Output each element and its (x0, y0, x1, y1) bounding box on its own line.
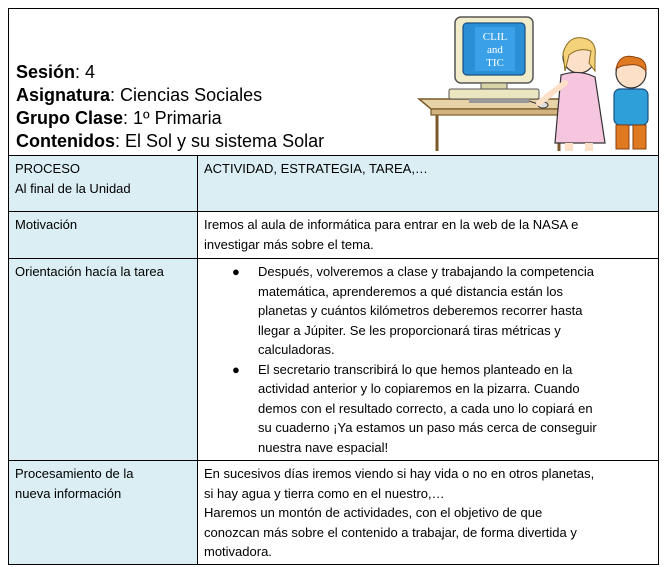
bullet-list (204, 262, 652, 457)
row-label: Motivación (15, 217, 78, 232)
row-content-motivation (198, 212, 659, 259)
group-label: Grupo Clase (16, 108, 124, 128)
row-label: nueva información (15, 485, 122, 501)
contents-row: Contenidos: El Sol y su sistema Solar (16, 131, 325, 151)
table-row (9, 461, 659, 565)
header-box (8, 8, 659, 155)
table-header-row (9, 156, 659, 212)
boy-leg-right (633, 125, 646, 149)
girl-leg-left (565, 143, 573, 151)
header-process-cell (9, 156, 198, 212)
table-row (9, 259, 659, 461)
keyboard (469, 99, 529, 103)
session-value: 4 (85, 62, 96, 82)
subject-value: Ciencias Sociales (120, 85, 263, 105)
activity-table (8, 155, 659, 565)
children-computer-illustration (409, 13, 659, 153)
list-item (232, 262, 652, 360)
group-value: 1º Primaria (133, 108, 222, 128)
text-line: planetas y cuántos kilómetros deberemos recorrer hasta (258, 303, 583, 318)
subject-label: Asignatura (16, 85, 111, 105)
bullet-icon: ● (232, 264, 240, 279)
header-activity-cell (198, 156, 659, 212)
boy-leg-left (616, 125, 629, 149)
text-line: calculadoras. (258, 342, 335, 357)
text-line: conozcan más sobre el contenido a trabajar, de forma divertida y (204, 524, 577, 540)
list-item (232, 360, 652, 458)
text-line: nuestra nave espacial! (258, 439, 389, 455)
row-label-orientation (9, 259, 198, 461)
boy-shirt (614, 89, 648, 125)
girl-leg-right (585, 143, 593, 151)
row-content-orientation (198, 259, 659, 461)
row-label-motivation (9, 212, 198, 259)
monitor-text-1: CLIL (482, 31, 508, 43)
table-row (9, 212, 659, 259)
text-line: demos con el resultado correcto, a cada uno lo copiará en (258, 400, 593, 416)
text-line: matemática, aprenderemos a qué distancia están los (258, 283, 563, 299)
text-line: si hay agua y tierra como en el nuestro,… (204, 485, 445, 501)
monitor-text-3: TIC (486, 57, 504, 69)
contents-label: Contenidos (16, 131, 115, 151)
text-line: actividad anterior y lo copiaremos en la pizarra. Cuando (258, 381, 580, 396)
header-process-sublabel: Al final de la Unidad (15, 180, 131, 196)
desk-edge (431, 109, 571, 115)
header-process-label: PROCESO (15, 161, 81, 176)
row-label-processing (9, 461, 198, 565)
group-row: Grupo Clase: 1º Primaria (16, 108, 222, 128)
row-content-processing (198, 461, 659, 565)
row-label: Procesamiento de la (15, 466, 134, 481)
session-label: Sesión (16, 62, 76, 82)
text-line: En sucesivos días iremos viendo si hay vida o no en otros planetas, (204, 466, 595, 481)
monitor-stand (481, 83, 507, 89)
lesson-plan-document (8, 8, 659, 562)
monitor-text-2: and (487, 44, 503, 56)
bullet-icon: ● (232, 361, 240, 377)
text-line: llegar a Júpiter. Se les proporcionará tiras métricas y (258, 322, 561, 338)
contents-value: El Sol y su sistema Solar (125, 131, 325, 151)
computer-base (449, 89, 539, 99)
text-line: Haremos un montón de actividades, con el objetivo de que (204, 505, 543, 520)
session-row: Sesión: 4 (16, 62, 96, 82)
text-line: Después, volveremos a clase y trabajando la competencia (258, 264, 595, 279)
text-line: su cuaderno ¡Ya estamos un paso más cerca de conseguir (258, 420, 597, 435)
row-label: Orientación hacía la tarea (15, 264, 164, 279)
text-line: El secretario transcribirá lo que hemos planteado en la (258, 361, 573, 377)
session-metadata (16, 61, 324, 153)
text-line: investigar más sobre el tema. (204, 236, 374, 252)
subject-row: Asignatura: Ciencias Sociales (16, 85, 263, 105)
text-line: motivadora. (204, 544, 272, 559)
header-activity-label: ACTIVIDAD, ESTRATEGIA, TAREA,… (204, 161, 428, 176)
text-line: Iremos al aula de informática para entrar en la web de la NASA e (204, 217, 579, 232)
